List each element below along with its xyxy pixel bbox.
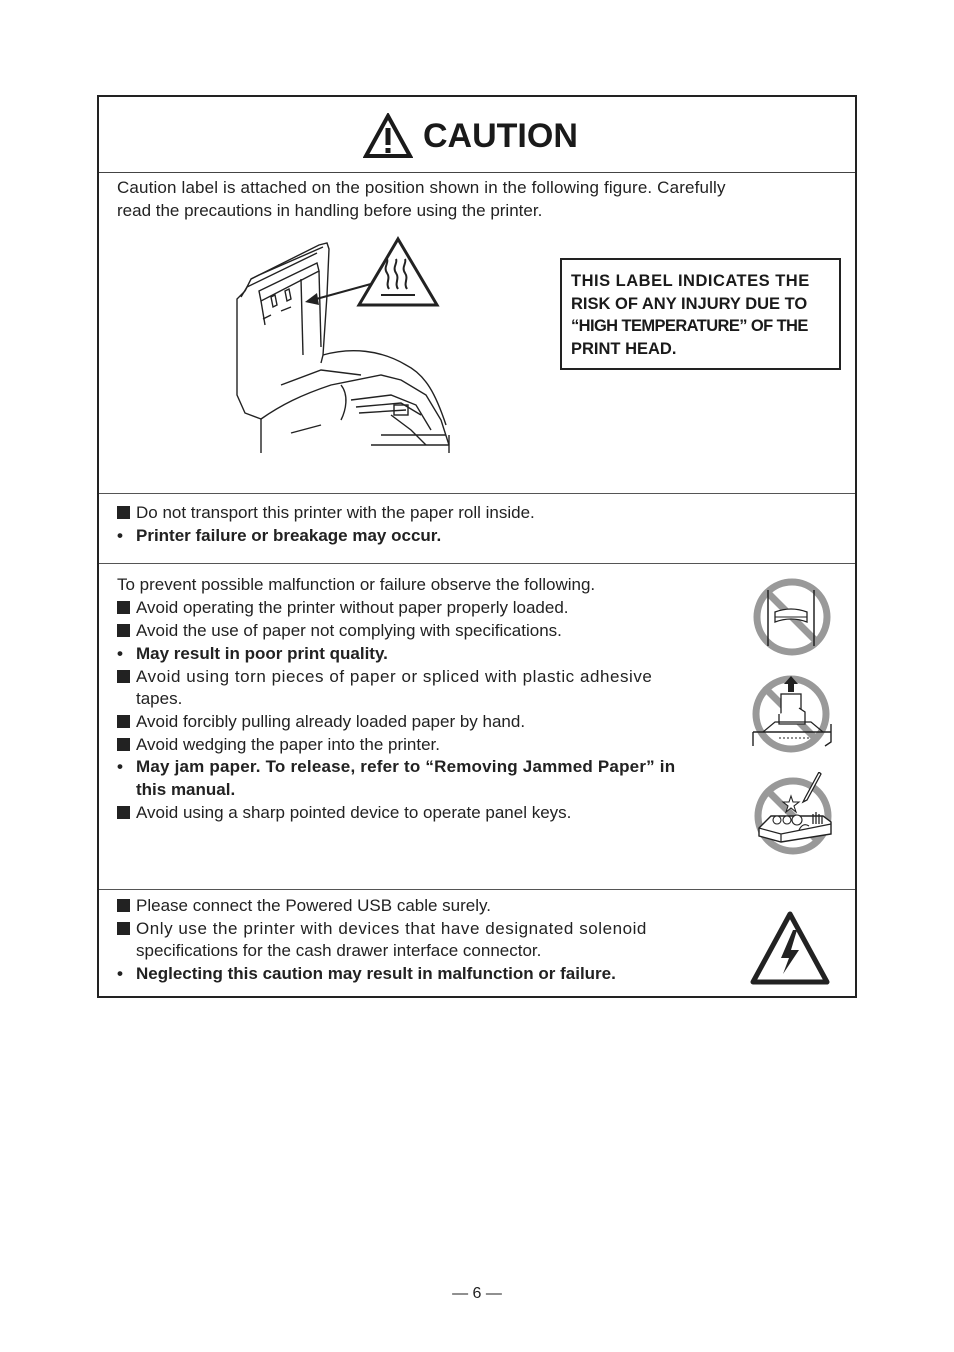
square-bullet-icon xyxy=(117,715,130,728)
label-position-section xyxy=(99,173,855,494)
note-item: • Neglecting this caution may result in malfunction or failure. xyxy=(117,964,616,983)
no-pulling-paper-prohibition-icon xyxy=(749,674,837,756)
hot-surface-warning-icon xyxy=(359,239,437,305)
list-item: Please connect the Powered USB cable surely. xyxy=(117,894,491,917)
intro-text-line1: Caution label is attached on the position shown in the following figure. Carefully xyxy=(117,178,726,197)
list-item: Avoid using torn pieces of paper or spliced with plastic adhesive xyxy=(117,665,652,688)
list-item: Avoid operating the printer without paper properly loaded. xyxy=(117,596,569,619)
note-item-continued: this manual. xyxy=(136,780,236,799)
square-bullet-icon xyxy=(117,601,130,614)
page-number: — 6 — xyxy=(452,1285,502,1302)
caution-header xyxy=(99,97,855,173)
note-item: • May jam paper. To release, refer to “Removing Jammed Paper” in xyxy=(117,757,676,776)
square-bullet-icon xyxy=(117,899,130,912)
square-bullet-icon xyxy=(117,738,130,751)
list-item-continued: tapes. xyxy=(136,689,183,708)
section-intro: To prevent possible malfunction or failure observe the following. xyxy=(117,575,596,594)
list-item: Only use the printer with devices that have designated solenoid xyxy=(117,917,647,940)
list-item-continued: specifications for the cash drawer interface connector. xyxy=(136,941,542,960)
list-item: Avoid the use of paper not complying with specifications. xyxy=(117,619,562,642)
warning-triangle-icon xyxy=(363,113,413,159)
no-sharp-device-prohibition-icon xyxy=(751,772,837,858)
square-bullet-icon xyxy=(117,506,130,519)
list-item: Avoid forcibly pulling already loaded paper by hand. xyxy=(117,710,525,733)
note-item: • Printer failure or breakage may occur. xyxy=(117,526,442,545)
intro-text-line2: read the precautions in handling before using the printer. xyxy=(117,201,543,220)
note-item: • May result in poor print quality. xyxy=(117,644,388,663)
list-item: Do not transport this printer with the paper roll inside. xyxy=(117,501,535,524)
no-paper-prohibition-icon xyxy=(751,576,833,658)
square-bullet-icon xyxy=(117,670,130,683)
caution-frame xyxy=(97,95,857,998)
high-temperature-label: THIS LABEL INDICATES THE RISK OF ANY INJURY DUE TO “HIGH TEMPERATURE” OF THE PRINT HEAD. xyxy=(560,258,841,370)
paper-handling-section xyxy=(99,564,855,890)
electrical-section xyxy=(99,890,855,996)
square-bullet-icon xyxy=(117,922,130,935)
square-bullet-icon xyxy=(117,624,130,637)
electric-shock-warning-icon xyxy=(749,910,831,986)
square-bullet-icon xyxy=(117,806,130,819)
printer-illustration xyxy=(231,235,456,455)
list-item: Avoid using a sharp pointed device to operate panel keys. xyxy=(117,801,571,824)
transport-section xyxy=(99,494,855,564)
list-item: Avoid wedging the paper into the printer. xyxy=(117,733,440,756)
caution-title: CAUTION xyxy=(423,117,578,155)
